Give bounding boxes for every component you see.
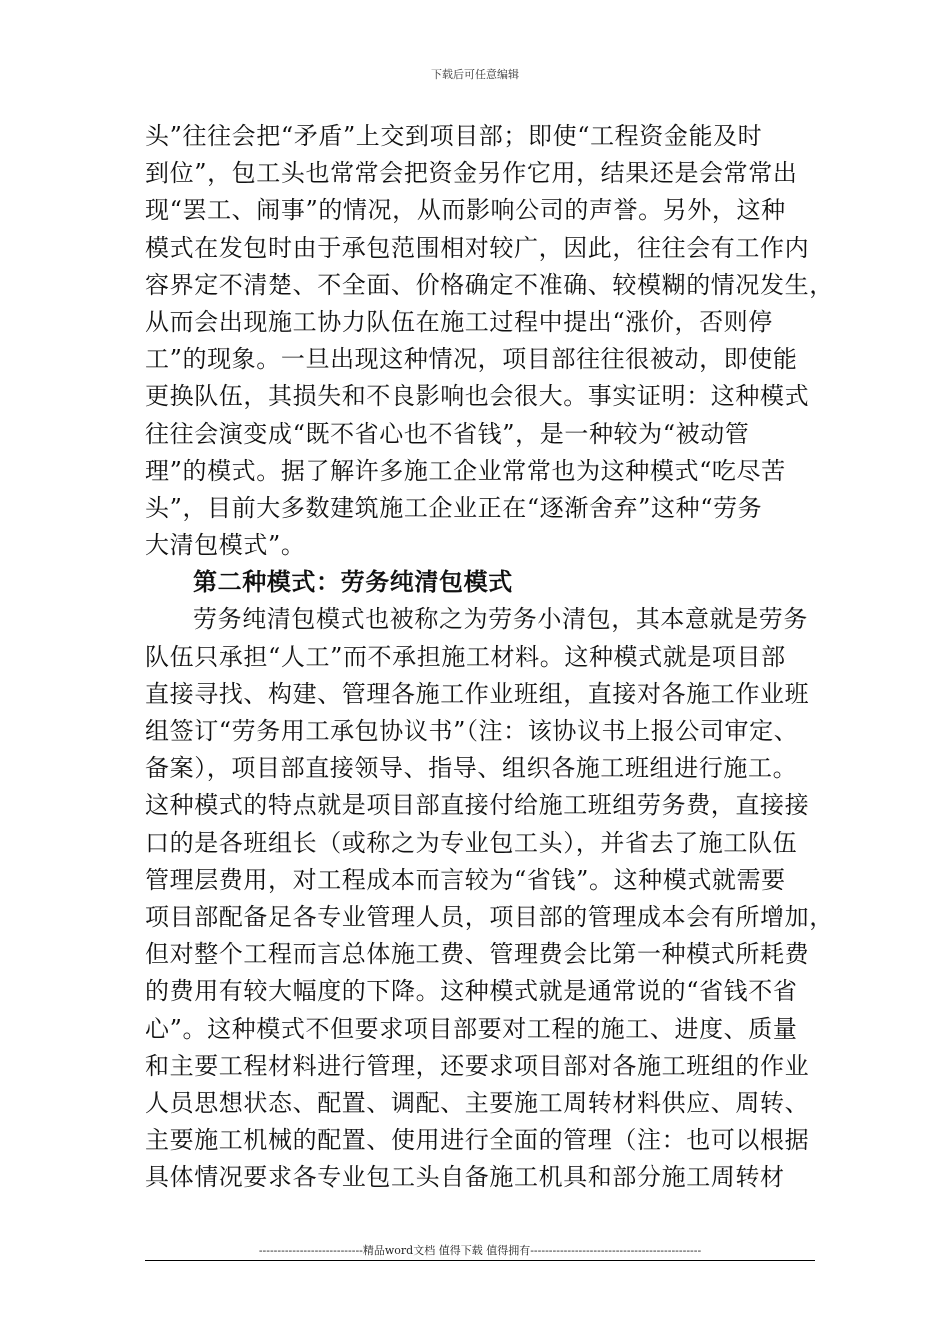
- body-line: 人员思想状态、配置、调配、主要施工周转材料供应、周转、: [145, 1088, 810, 1117]
- page-footer: ----------------------------精品word文档 值得下载 值得拥有----------------------------------------------: [258, 1244, 702, 1257]
- body-line: 但对整个工程而言总体施工费、管理费会比第一种模式所耗费: [145, 940, 810, 969]
- body-line: 工”的现象。一旦出现这种情况，项目部往往很被动，即使能: [145, 345, 798, 374]
- footer-divider: [145, 1260, 815, 1261]
- body-line: 往往会演变成“既不省心也不省钱”，是一种较为“被动管: [145, 419, 750, 448]
- body-line: 队伍只承担“人工”而不承担施工材料。这种模式就是项目部: [145, 642, 786, 671]
- body-line: 的费用有较大幅度的下降。这种模式就是通常说的“省钱不省: [145, 977, 798, 1006]
- body-line: 理”的模式。据了解许多施工企业常常也为这种模式“吃尽苦: [145, 456, 786, 485]
- section-heading: 第二种模式：劳务纯清包模式: [193, 568, 513, 597]
- body-line: 直接寻找、构建、管理各施工作业班组，直接对各施工作业班: [145, 679, 810, 708]
- body-line: 组签订“劳务用工承包协议书”（注：该协议书上报公司审定、: [145, 717, 799, 745]
- body-line: 备案），项目部直接领导、指导、组织各施工班组进行施工。: [145, 754, 798, 783]
- body-line: 管理层费用，对工程成本而言较为“省钱”。这种模式就需要: [145, 865, 786, 894]
- body-line: 主要施工机械的配置、使用进行全面的管理（注：也可以根据: [145, 1126, 810, 1155]
- document-body: [145, 118, 834, 1196]
- body-line: 劳务纯清包模式也被称之为劳务小清包，其本意就是劳务: [193, 605, 808, 634]
- body-line: 具体情况要求各专业包工头自备施工机具和部分施工周转材: [145, 1163, 785, 1192]
- body-line: 到位”，包工头也常常会把资金另作它用，结果还是会常常出: [145, 159, 798, 188]
- body-line: 口的是各班组长（或称之为专业包工头），并省去了施工队伍: [145, 828, 798, 857]
- body-line: 头”往往会把“矛盾”上交到项目部；即使“工程资金能及时: [145, 122, 763, 150]
- body-line: 容界定不清楚、不全面、价格确定不准确、较模糊的情况发生，: [145, 270, 834, 299]
- body-line: 模式在发包时由于承包范围相对较广，因此，往往会有工作内: [145, 233, 810, 262]
- body-line: 头”，目前大多数建筑施工企业正在“逐渐舍弃”这种“劳务: [145, 493, 763, 522]
- body-line: 和主要工程材料进行管理，还要求项目部对各施工班组的作业: [145, 1051, 810, 1080]
- page-header: 下载后可任意编辑: [431, 68, 519, 81]
- body-line: 这种模式的特点就是项目部直接付给施工班组劳务费，直接接: [145, 791, 810, 820]
- body-line: 从而会出现施工协力队伍在施工过程中提出“涨价，否则停: [145, 307, 773, 336]
- body-line: 现“罢工、闹事”的情况，从而影响公司的声誉。另外，这种: [145, 196, 786, 225]
- body-line: 更换队伍，其损失和不良影响也会很大。事实证明：这种模式: [145, 382, 810, 411]
- body-line: 项目部配备足各专业管理人员，项目部的管理成本会有所增加，: [145, 902, 834, 931]
- body-line: 心”。这种模式不但要求项目部要对工程的施工、进度、质量: [145, 1014, 798, 1043]
- body-line: 大清包模式”。: [145, 531, 306, 560]
